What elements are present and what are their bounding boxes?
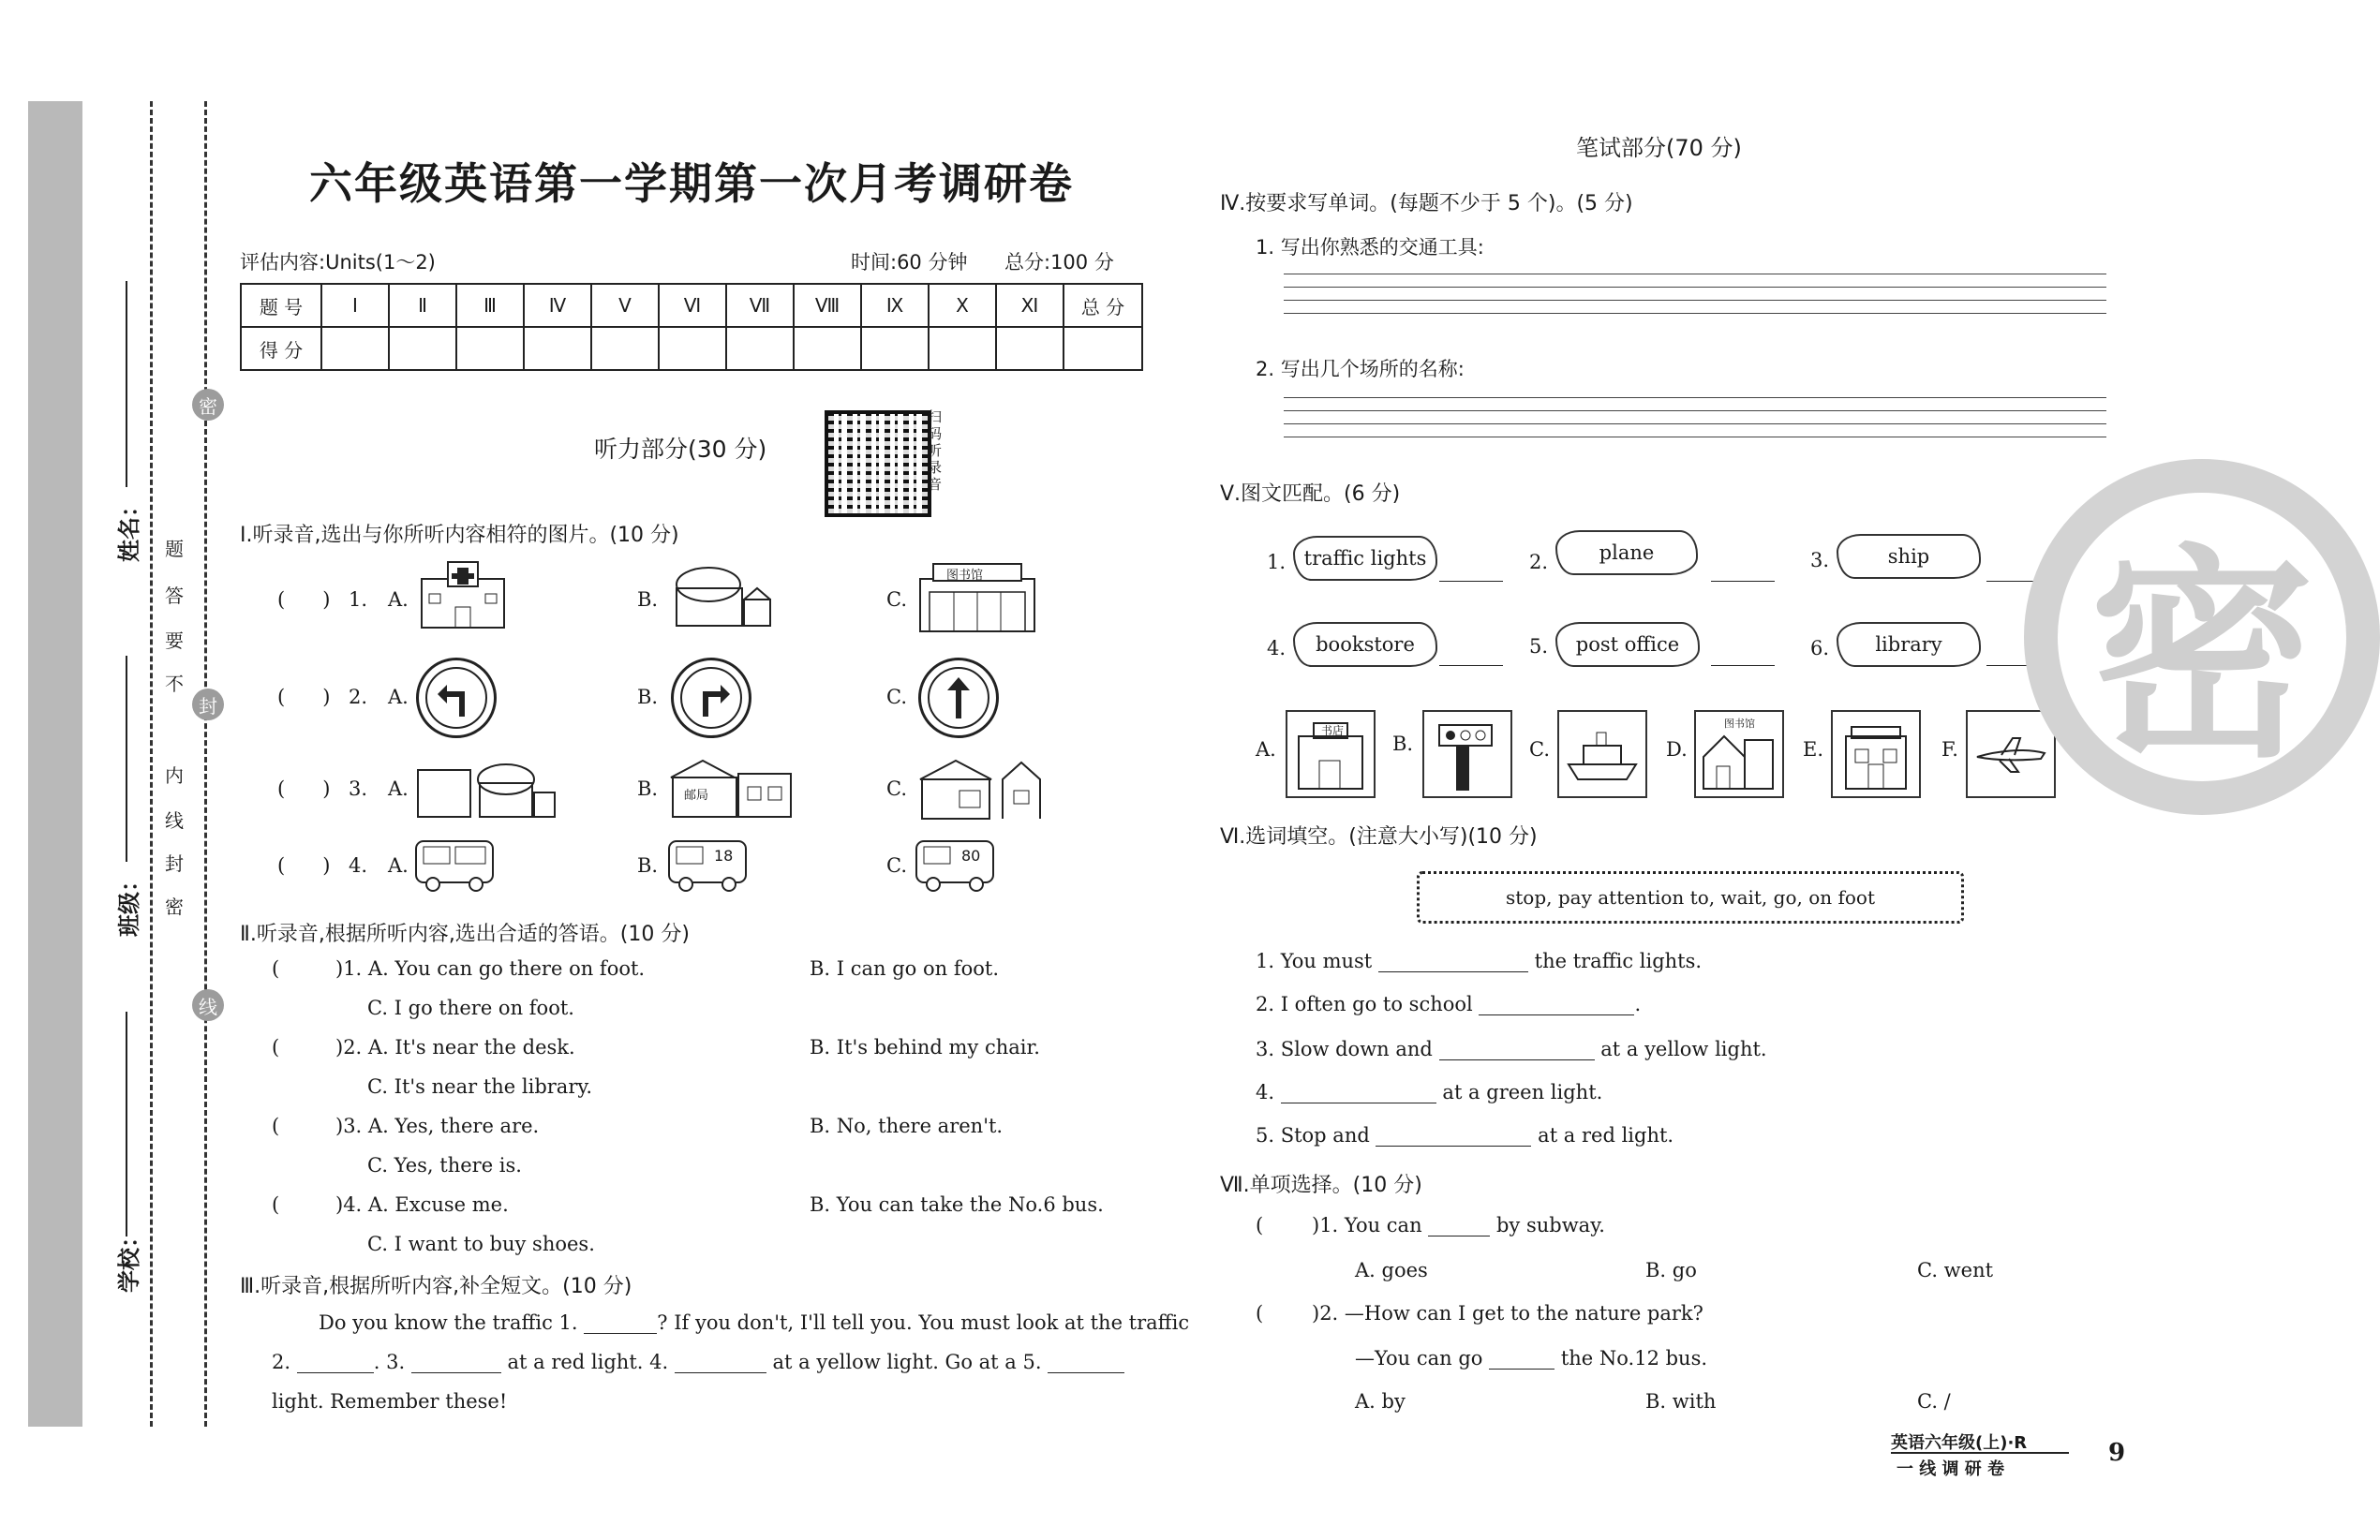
footer-series: 英语六年级(上)·R bbox=[1891, 1433, 2028, 1453]
bus-number: 18 bbox=[714, 847, 734, 865]
writing-line[interactable] bbox=[1284, 313, 2106, 314]
answer-paren: ( ) bbox=[277, 777, 331, 800]
fill-text: at a red light. bbox=[1538, 1124, 1674, 1147]
opt-b: B. bbox=[637, 588, 659, 611]
word-cloud: traffic lights bbox=[1293, 536, 1437, 581]
table-header: Ⅺ bbox=[996, 284, 1064, 327]
option-b: B. I can go on foot. bbox=[810, 957, 1000, 980]
fill-text: 2. I often go to school bbox=[1256, 993, 1473, 1015]
option-c: C. I go there on foot. bbox=[367, 997, 574, 1019]
option-c: C. Yes, there is. bbox=[367, 1154, 522, 1177]
hospital-icon[interactable] bbox=[414, 560, 512, 631]
opt-c: C. bbox=[886, 854, 907, 877]
passage-line-2 bbox=[272, 1351, 1124, 1373]
table-header: 题 号 bbox=[241, 284, 321, 327]
notice-char: 不 bbox=[165, 673, 184, 695]
score-cell[interactable] bbox=[456, 327, 524, 370]
mc-option: A. goes bbox=[1355, 1259, 1428, 1281]
score-cell[interactable] bbox=[726, 327, 794, 370]
table-header: Ⅰ bbox=[321, 284, 389, 327]
answer-paren: ( bbox=[272, 957, 323, 980]
match-blank[interactable] bbox=[1711, 648, 1775, 666]
fill-item bbox=[1256, 1038, 1767, 1060]
match-num: 6. bbox=[1810, 637, 1830, 659]
fill-text: 1. You must bbox=[1256, 950, 1373, 972]
blank-3[interactable] bbox=[411, 1372, 501, 1373]
match-blank[interactable] bbox=[1439, 564, 1503, 582]
match-blank[interactable] bbox=[1439, 648, 1503, 666]
fill-text: . bbox=[1634, 993, 1642, 1015]
blank-2[interactable] bbox=[297, 1372, 374, 1373]
shop-house-icon[interactable] bbox=[916, 755, 1057, 822]
ship-picture[interactable] bbox=[1557, 710, 1647, 798]
name-underline bbox=[126, 281, 127, 487]
section1-title: Ⅰ.听录音,选出与你所听内容相符的图片。(10 分) bbox=[240, 524, 679, 547]
opt-c: C. bbox=[886, 686, 907, 708]
hospital-museum-icon[interactable] bbox=[414, 755, 558, 821]
section7-title: Ⅶ.单项选择。(10 分) bbox=[1220, 1174, 1422, 1197]
school-label: 学校： bbox=[116, 1225, 142, 1293]
section2-title: Ⅱ.听录音,根据所听内容,选出合适的答语。(10 分) bbox=[240, 923, 690, 946]
library-building-icon[interactable] bbox=[915, 560, 1040, 635]
fill-text: 4. bbox=[1256, 1081, 1275, 1103]
museum-icon[interactable] bbox=[663, 560, 774, 631]
word-bank: stop, pay attention to, wait, go, on foot bbox=[1417, 871, 1964, 924]
fill-text: at a green light. bbox=[1442, 1081, 1603, 1103]
traffic-lights-picture[interactable] bbox=[1422, 710, 1512, 798]
notice-char: 密 bbox=[165, 896, 184, 918]
passage-line-1 bbox=[319, 1311, 1189, 1334]
score-cell[interactable] bbox=[659, 327, 726, 370]
table-header: Ⅲ bbox=[456, 284, 524, 327]
score-cell[interactable] bbox=[1064, 327, 1142, 370]
section4-title: Ⅳ.按要求写单词。(每题不少于 5 个)。(5 分) bbox=[1220, 192, 1633, 215]
time-text: 时间:60 分钟 bbox=[851, 251, 968, 274]
passage-text: ? If you don't, I'll tell you. You must look at the traffic bbox=[657, 1311, 1190, 1334]
plane-picture[interactable] bbox=[1966, 710, 2056, 798]
blank-4[interactable] bbox=[675, 1372, 766, 1373]
writing-line[interactable] bbox=[1284, 397, 2106, 398]
score-cell[interactable] bbox=[794, 327, 861, 370]
word-cloud: post office bbox=[1555, 622, 1700, 667]
score-table bbox=[240, 283, 1143, 371]
score-cell[interactable] bbox=[996, 327, 1064, 370]
passage-text: 2. bbox=[272, 1351, 291, 1373]
table-header: Ⅹ bbox=[929, 284, 996, 327]
cut-line-inner bbox=[204, 101, 207, 1427]
table-header: Ⅸ bbox=[861, 284, 929, 327]
section5-title: Ⅴ.图文匹配。(6 分) bbox=[1220, 482, 1401, 506]
library-sign: 图书馆 bbox=[1724, 718, 1755, 730]
passage-text: . 3. bbox=[373, 1351, 406, 1373]
score-row-label: 得 分 bbox=[241, 327, 321, 370]
library-sign: 图书馆 bbox=[946, 569, 984, 583]
answer-paren: ( bbox=[1256, 1214, 1307, 1236]
pic-letter: A. bbox=[1256, 738, 1276, 761]
passage-text: at a red light. 4. bbox=[507, 1351, 669, 1373]
score-cell[interactable] bbox=[321, 327, 389, 370]
name-label: 姓名： bbox=[116, 495, 142, 562]
score-cell[interactable] bbox=[861, 327, 929, 370]
match-num: 5. bbox=[1529, 635, 1549, 658]
mc-option: B. with bbox=[1645, 1390, 1717, 1413]
mc-stem: )2. —How can I get to the nature park? bbox=[1312, 1302, 1703, 1325]
passage-line-3: light. Remember these! bbox=[272, 1390, 508, 1413]
fill-blank[interactable] bbox=[1376, 1146, 1531, 1147]
footer-brand: 一 线 调 研 卷 bbox=[1897, 1459, 2005, 1479]
table-header: Ⅵ bbox=[659, 284, 726, 327]
mc-blank[interactable] bbox=[1489, 1369, 1554, 1370]
page-title: 六年级英语第一学期第一次月考调研卷 bbox=[309, 158, 1074, 209]
fill-text: 5. Stop and bbox=[1256, 1124, 1370, 1147]
notice-char: 线 bbox=[165, 809, 184, 832]
post-office-picture[interactable] bbox=[1831, 710, 1921, 798]
option-b: B. No, there aren't. bbox=[810, 1115, 1004, 1137]
opt-b: B. bbox=[637, 854, 659, 877]
notice-char: 答 bbox=[165, 585, 184, 607]
pic-letter: F. bbox=[1941, 738, 1958, 761]
match-num: 3. bbox=[1810, 549, 1830, 571]
option-a: )2. A. It's near the desk. bbox=[335, 1036, 575, 1059]
pic-letter: E. bbox=[1803, 738, 1824, 761]
option-b: B. You can take the No.6 bus. bbox=[810, 1193, 1104, 1216]
answer-paren: ( ) bbox=[277, 686, 331, 708]
q-num: 4. bbox=[349, 854, 368, 877]
table-header: Ⅱ bbox=[389, 284, 456, 327]
option-a: )3. A. Yes, there are. bbox=[335, 1115, 540, 1137]
option-c: C. I want to buy shoes. bbox=[367, 1233, 595, 1255]
match-blank[interactable] bbox=[1711, 564, 1775, 582]
fill-item bbox=[1256, 1124, 1673, 1147]
fill-text: at a yellow light. bbox=[1600, 1038, 1767, 1060]
match-num: 2. bbox=[1529, 551, 1549, 573]
section4-q1: 1. 写出你熟悉的交通工具: bbox=[1256, 236, 1484, 259]
section6-title: Ⅵ.选词填空。(注意大小写)(10 分) bbox=[1220, 825, 1538, 849]
class-underline bbox=[126, 656, 127, 862]
q-num: 1. bbox=[349, 588, 368, 611]
listening-title: 听力部分(30 分) bbox=[594, 436, 767, 463]
option-a: )4. A. Excuse me. bbox=[335, 1193, 509, 1216]
notice-char: 封 bbox=[165, 852, 184, 875]
writing-line[interactable] bbox=[1284, 287, 2106, 288]
mc-option: C. went bbox=[1917, 1259, 1994, 1281]
table-header: Ⅳ bbox=[524, 284, 591, 327]
opt-c: C. bbox=[886, 588, 907, 611]
option-a: )1. A. You can go there on foot. bbox=[335, 957, 646, 980]
go-straight-sign-icon[interactable] bbox=[918, 658, 999, 738]
opt-a: A. bbox=[388, 686, 409, 708]
pic-letter: D. bbox=[1666, 738, 1688, 761]
mc-text: )1. You can bbox=[1312, 1214, 1422, 1236]
score-header-row bbox=[241, 284, 1142, 327]
word-cloud: ship bbox=[1837, 534, 1981, 579]
mc-option: C. / bbox=[1917, 1390, 1951, 1413]
library-picture[interactable] bbox=[1694, 710, 1784, 798]
mc-option: B. go bbox=[1645, 1259, 1697, 1281]
table-header: 总 分 bbox=[1064, 284, 1142, 327]
q-num: 2. bbox=[349, 686, 368, 708]
seal-circle-2: 封 bbox=[192, 689, 224, 720]
score-cell[interactable] bbox=[389, 327, 456, 370]
q-num: 3. bbox=[349, 777, 368, 800]
mc-stem bbox=[1312, 1214, 1605, 1236]
answer-paren: ( bbox=[272, 1193, 323, 1216]
table-header: Ⅷ bbox=[794, 284, 861, 327]
seal-circle-3: 线 bbox=[192, 989, 224, 1021]
answer-paren: ( bbox=[272, 1036, 323, 1059]
section4-q2: 2. 写出几个场所的名称: bbox=[1256, 358, 1465, 380]
pic-letter: C. bbox=[1529, 738, 1550, 761]
answer-paren: ( ) bbox=[277, 588, 331, 611]
qr-code-icon[interactable] bbox=[825, 410, 931, 517]
opt-c: C. bbox=[886, 777, 907, 800]
score-cell[interactable] bbox=[524, 327, 591, 370]
passage-text: Do you know the traffic 1. bbox=[319, 1311, 578, 1334]
turn-left-sign-icon[interactable] bbox=[416, 658, 497, 738]
mc-text: the No.12 bus. bbox=[1560, 1347, 1708, 1370]
score-row bbox=[241, 327, 1142, 370]
bookstore-sign: 书店 bbox=[1321, 724, 1345, 737]
answer-paren: ( bbox=[1256, 1302, 1307, 1325]
option-c: C. It's near the library. bbox=[367, 1075, 593, 1098]
opt-b: B. bbox=[637, 777, 659, 800]
table-header: Ⅴ bbox=[591, 284, 659, 327]
bus-number: 80 bbox=[961, 847, 981, 865]
match-num: 1. bbox=[1267, 551, 1287, 573]
turn-right-sign-icon[interactable] bbox=[671, 658, 751, 738]
cut-line-outer bbox=[150, 101, 153, 1427]
school-underline bbox=[126, 1012, 127, 1236]
writing-line[interactable] bbox=[1284, 423, 2106, 424]
footer-rule bbox=[1891, 1452, 2069, 1454]
blank-1[interactable] bbox=[584, 1333, 657, 1334]
answer-paren: ( bbox=[272, 1115, 323, 1137]
option-b: B. It's behind my chair. bbox=[810, 1036, 1040, 1059]
bus-80-icon[interactable] bbox=[913, 836, 997, 894]
writing-line[interactable] bbox=[1284, 300, 2106, 301]
written-title: 笔试部分(70 分) bbox=[1576, 135, 1742, 161]
scope-text: 评估内容:Units(1～2) bbox=[240, 251, 436, 274]
opt-a: A. bbox=[388, 588, 409, 611]
fill-blank[interactable] bbox=[1479, 1014, 1634, 1015]
match-num: 4. bbox=[1267, 637, 1287, 659]
notice-char: 题 bbox=[165, 538, 184, 560]
word-cloud: library bbox=[1837, 622, 1981, 667]
fill-text: 3. Slow down and bbox=[1256, 1038, 1433, 1060]
word-cloud: plane bbox=[1555, 530, 1698, 575]
fill-text: the traffic lights. bbox=[1534, 950, 1703, 972]
bus-icon[interactable] bbox=[412, 836, 497, 894]
qr-caption: 扫码听录音 bbox=[928, 408, 943, 493]
word-cloud: bookstore bbox=[1293, 622, 1437, 667]
mc-option: A. by bbox=[1355, 1390, 1406, 1413]
opt-a: A. bbox=[388, 854, 409, 877]
seal-watermark: 密 bbox=[2024, 459, 2380, 815]
opt-a: A. bbox=[388, 777, 409, 800]
table-header: Ⅶ bbox=[726, 284, 794, 327]
opt-b: B. bbox=[637, 686, 659, 708]
seal-circle-1: 密 bbox=[192, 389, 224, 421]
fill-item bbox=[1256, 993, 1641, 1015]
fill-item bbox=[1256, 950, 1702, 972]
mc-text: by subway. bbox=[1495, 1214, 1605, 1236]
score-cell[interactable] bbox=[591, 327, 659, 370]
answer-paren: ( ) bbox=[277, 854, 331, 877]
blank-5[interactable] bbox=[1048, 1372, 1124, 1373]
total-text: 总分:100 分 bbox=[1004, 251, 1114, 274]
bus-18-icon[interactable] bbox=[665, 836, 750, 894]
section3-title: Ⅲ.听录音,根据所听内容,补全短文。(10 分) bbox=[240, 1275, 632, 1298]
score-cell[interactable] bbox=[929, 327, 996, 370]
mc-text: —You can go bbox=[1355, 1347, 1483, 1370]
class-label: 班级： bbox=[116, 869, 142, 937]
notice-char: 要 bbox=[165, 629, 184, 652]
post-office-icon[interactable] bbox=[667, 755, 795, 821]
writing-line[interactable] bbox=[1284, 410, 2106, 411]
fill-blank[interactable] bbox=[1439, 1059, 1595, 1060]
notice-char: 内 bbox=[165, 764, 184, 787]
pic-letter: B. bbox=[1392, 733, 1414, 755]
page-number: 9 bbox=[2108, 1439, 2126, 1467]
binding-strip bbox=[28, 101, 82, 1427]
mc-stem bbox=[1355, 1347, 1707, 1370]
fill-blank[interactable] bbox=[1378, 971, 1528, 972]
post-office-sign: 邮局 bbox=[684, 789, 709, 803]
passage-text: at a yellow light. Go at a 5. bbox=[772, 1351, 1042, 1373]
fill-item bbox=[1256, 1081, 1602, 1103]
bookstore-picture[interactable] bbox=[1286, 710, 1376, 798]
